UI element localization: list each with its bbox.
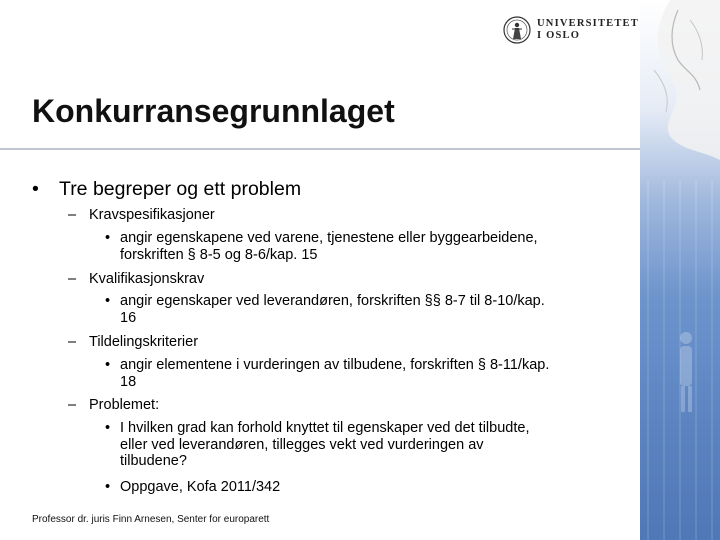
sub-bullet-text: I hvilken grad kan forhold knyttet til egenskaper ved det tilbudte, eller ved leverandøren, tillegges vekt ved vurderingen av tilbudene?: [120, 420, 530, 469]
sub-bullet-mark: •: [105, 293, 111, 309]
item-label: Problemet:: [89, 397, 160, 413]
slide-footer: Professor dr. juris Finn Arnesen, Senter for europarett: [32, 514, 270, 525]
sub-bullet-text: angir egenskapene ved varene, tjenestene eller byggearbeidene, forskriften § 8-5 og 8-6/kap. 15: [120, 230, 538, 263]
dash-mark: –: [68, 397, 77, 413]
university-logo: [503, 13, 639, 47]
bullet-mark: •: [32, 178, 39, 200]
logo-line-1: UNIVERSITETET: [537, 18, 639, 29]
item-label: Tildelingskriterier: [89, 334, 199, 350]
decorative-sculpture-band: [640, 0, 720, 540]
item-label: Kvalifikasjonskrav: [89, 271, 205, 287]
bullet-text: Tre begreper og ett problem: [59, 178, 302, 200]
title-divider: [0, 148, 640, 150]
sub-bullet-text: angir egenskaper ved leverandøren, forskriften §§ 8-7 til 8-10/kap. 16: [120, 293, 545, 326]
sub-bullet-mark: •: [105, 479, 111, 495]
dash-mark: –: [68, 334, 77, 350]
sub-bullet-mark: •: [105, 230, 111, 246]
university-seal-icon: [503, 13, 531, 47]
item-label: Kravspesifikasjoner: [89, 207, 215, 223]
slide-title: Konkurransegrunnlaget: [32, 93, 395, 129]
sub-bullet-text: Oppgave, Kofa 2011/342: [120, 479, 281, 495]
sub-bullet-mark: •: [105, 420, 111, 436]
dash-mark: –: [68, 207, 77, 223]
dash-mark: –: [68, 271, 77, 287]
sub-bullet-mark: •: [105, 357, 111, 373]
sub-bullet-text: angir elementene i vurderingen av tilbudene, forskriften § 8-11/kap. 18: [120, 357, 550, 390]
logo-line-2: I OSLO: [537, 30, 581, 41]
